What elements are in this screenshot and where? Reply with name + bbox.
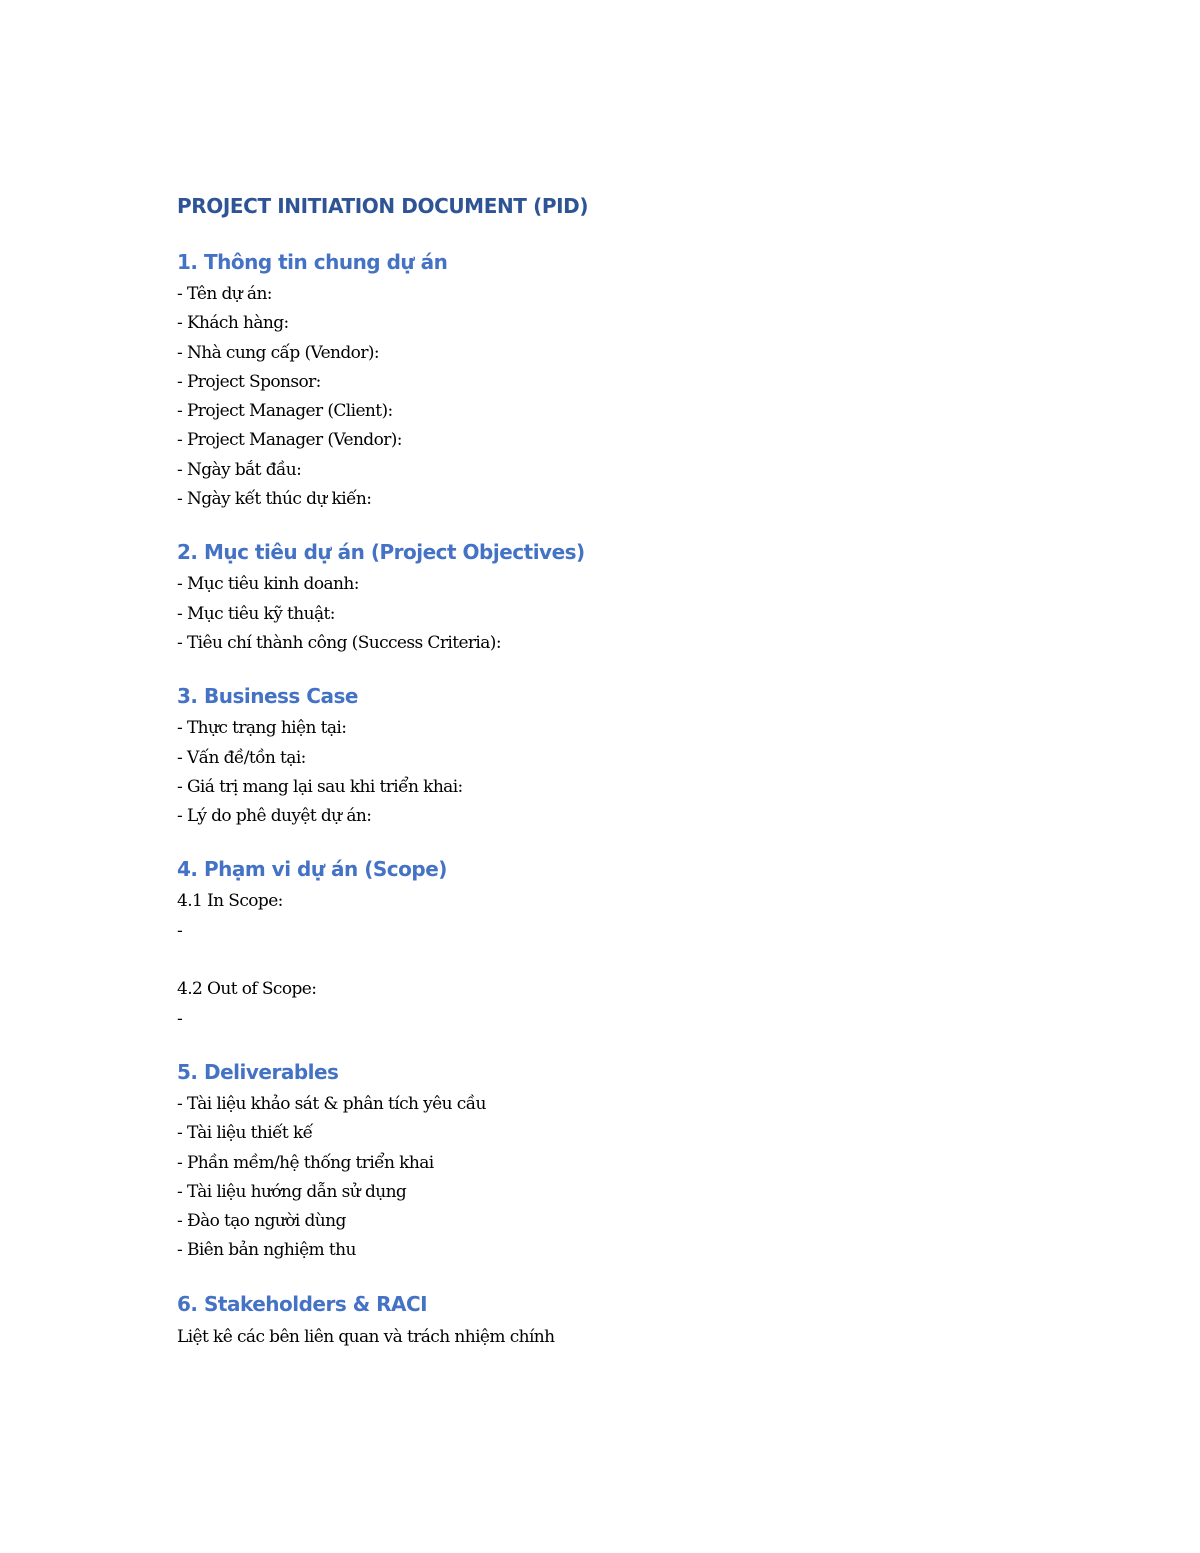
section-heading: 5. Deliverables: [177, 1059, 339, 1084]
section-stakeholders: [177, 1289, 1057, 1352]
section-heading: 4. Phạm vi dự án (Scope): [177, 857, 447, 882]
field-line: - Ngày kết thúc dự kiến:: [177, 489, 372, 510]
field-line: - Mục tiêu kinh doanh:: [177, 574, 359, 595]
section-heading: 2. Mục tiêu dự án (Project Objectives): [177, 540, 585, 565]
section-business-case: [177, 681, 1057, 831]
document-title: PROJECT INITIATION DOCUMENT (PID): [177, 194, 589, 218]
section-intro-text: Liệt kê các bên liên quan và trách nhiệm chính: [177, 1326, 555, 1347]
deliverable-item: - Tài liệu thiết kế: [177, 1123, 313, 1144]
field-line: - Lý do phê duyệt dự án:: [177, 806, 372, 827]
field-line: - Project Sponsor:: [177, 371, 321, 392]
out-of-scope-item: -: [177, 1008, 183, 1029]
deliverable-item: - Tài liệu khảo sát & phân tích yêu cầu: [177, 1093, 486, 1114]
section-heading: 6. Stakeholders & RACI: [177, 1291, 428, 1316]
field-line: - Tiêu chí thành công (Success Criteria):: [177, 632, 501, 653]
section-heading: 1. Thông tin chung dự án: [177, 250, 448, 274]
document-body: [177, 192, 1057, 1375]
section-scope: [177, 854, 1057, 1033]
field-line: - Giá trị mang lại sau khi triển khai:: [177, 776, 463, 797]
blank-line: [177, 946, 1057, 975]
section-heading: 3. Business Case: [177, 684, 358, 709]
deliverable-item: - Tài liệu hướng dẫn sử dụng: [177, 1181, 407, 1202]
field-line: - Nhà cung cấp (Vendor):: [177, 342, 380, 363]
field-line: - Project Manager (Client):: [177, 401, 393, 422]
field-line: - Project Manager (Vendor):: [177, 430, 402, 451]
deliverable-item: - Phần mềm/hệ thống triển khai: [177, 1152, 434, 1173]
deliverable-item: - Đào tạo người dùng: [177, 1211, 346, 1232]
out-of-scope-label: 4.2 Out of Scope:: [177, 979, 317, 1000]
field-line: - Vấn đề/tồn tại:: [177, 747, 306, 768]
field-line: - Tên dự án:: [177, 284, 272, 304]
section-deliverables: [177, 1057, 1057, 1266]
deliverable-item: - Biên bản nghiệm thu: [177, 1240, 356, 1261]
field-line: - Ngày bắt đầu:: [177, 459, 302, 480]
field-line: - Thực trạng hiện tại:: [177, 718, 347, 739]
section-objectives: [177, 537, 1057, 658]
section-general-info: [177, 247, 1057, 514]
field-line: - Khách hàng:: [177, 313, 289, 334]
field-line: - Mục tiêu kỹ thuật:: [177, 603, 335, 624]
in-scope-item: -: [177, 920, 183, 941]
in-scope-label: 4.1 In Scope:: [177, 891, 283, 912]
